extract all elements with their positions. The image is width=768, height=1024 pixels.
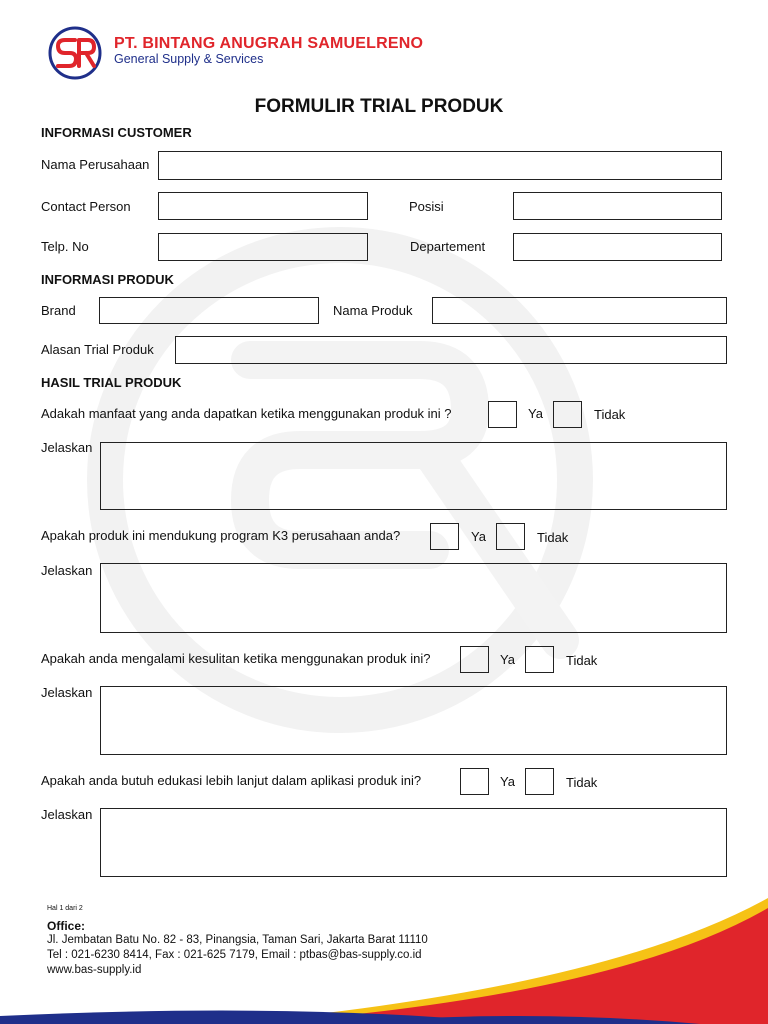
question-1-no-checkbox[interactable] [553,401,582,428]
question-2-text: Apakah produk ini mendukung program K3 perusahaan anda? [41,528,401,543]
office-contact: Tel : 021-6230 8414, Fax : 021-625 7179, Email : ptbas@bas-supply.co.id [47,949,422,961]
company-name-label: Nama Perusahaan [41,157,150,172]
question-3-text: Apakah anda mengalami kesulitan ketika menggunakan produk ini? [41,651,431,666]
contact-person-field[interactable] [158,192,368,220]
question-4-explain-label: Jelaskan [41,807,93,822]
question-4-yes-label: Ya [500,774,515,789]
question-1-text: Adakah manfaat yang anda dapatkan ketika menggunakan produk ini ? [41,406,452,421]
question-1-yes-checkbox[interactable] [488,401,517,428]
question-3-yes-checkbox[interactable] [460,646,489,673]
trial-reason-field[interactable] [175,336,727,364]
question-3-yes-label: Ya [500,652,515,667]
office-website: www.bas-supply.id [47,964,142,976]
brand-label: Brand [41,303,76,318]
question-4-no-label: Tidak [566,775,598,790]
question-3-explain-field[interactable] [100,686,727,755]
department-field[interactable] [513,233,722,261]
company-name: PT. BINTANG ANUGRAH SAMUELRENO [114,35,424,52]
question-2-yes-label: Ya [471,529,486,544]
company-tagline: General Supply & Services [114,52,264,66]
question-1-explain-label: Jelaskan [41,440,93,455]
trial-reason-label: Alasan Trial Produk [41,342,154,357]
question-1-explain-field[interactable] [100,442,727,510]
page-number: Hal 1 dari 2 [47,905,83,912]
product-name-label: Nama Produk [333,303,413,318]
question-2-explain-field[interactable] [100,563,727,633]
brand-field[interactable] [99,297,319,324]
department-label: Departement [410,239,486,254]
form-title: FORMULIR TRIAL PRODUK [254,96,504,117]
question-1-yes-label: Ya [528,406,543,421]
phone-field[interactable] [158,233,368,261]
question-4-explain-field[interactable] [100,808,727,877]
question-3-no-label: Tidak [566,653,598,668]
question-4-yes-checkbox[interactable] [460,768,489,795]
question-1-no-label: Tidak [594,407,626,422]
phone-label: Telp. No [41,239,89,254]
question-3-explain-label: Jelaskan [41,685,93,700]
section-trial-results: HASIL TRIAL PRODUK [41,375,182,390]
question-2-yes-checkbox[interactable] [430,523,459,550]
product-name-field[interactable] [432,297,727,324]
position-label: Posisi [409,199,444,214]
office-label: Office: [47,919,86,933]
question-3-no-checkbox[interactable] [525,646,554,673]
question-4-no-checkbox[interactable] [525,768,554,795]
section-product-info: INFORMASI PRODUK [41,272,174,287]
company-logo-icon [46,26,104,80]
contact-person-label: Contact Person [41,199,131,214]
office-address: Jl. Jembatan Batu No. 82 - 83, Pinangsia, Taman Sari, Jakarta Barat 11110 [47,934,428,946]
question-2-explain-label: Jelaskan [41,563,93,578]
question-2-no-label: Tidak [537,530,569,545]
question-4-text: Apakah anda butuh edukasi lebih lanjut dalam aplikasi produk ini? [41,773,422,788]
question-2-no-checkbox[interactable] [496,523,525,550]
section-customer-info: INFORMASI CUSTOMER [41,125,192,140]
company-name-field[interactable] [158,151,722,180]
position-field[interactable] [513,192,722,220]
